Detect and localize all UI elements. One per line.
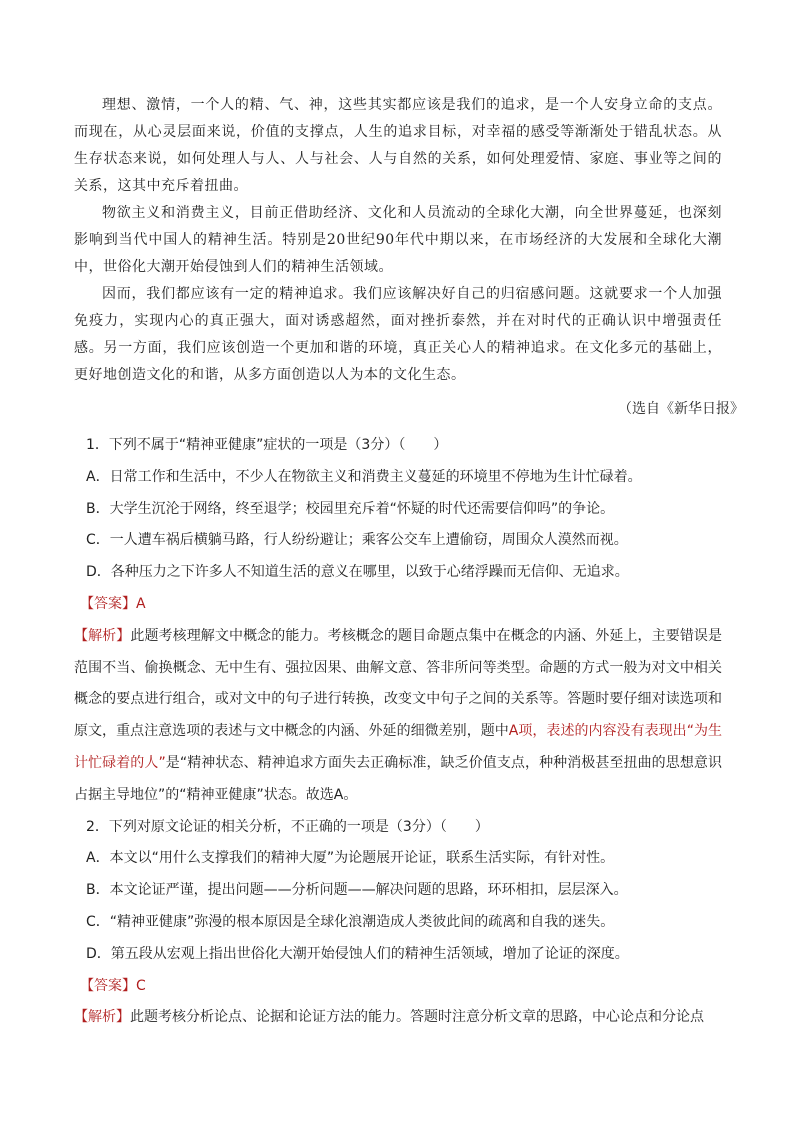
answer-value: C [136, 977, 146, 994]
explanation-tag: 【解析】 [74, 1009, 130, 1026]
explanation-tag: 【解析】 [74, 627, 131, 644]
passage-paragraph: 物欲主义和消费主义，目前正借助经济、文化和人员流动的全球化大潮，向全世界蔓延，也深刻影响到当代中国人的精神生活。特别是20世纪90年代中期以来，在市场经济的大发展和全球化大潮中，世俗化大潮开始侵蚀到人们的精神生活领域。 [74, 205, 722, 275]
question-1-option-a: A．日常工作和生活中，不少人在物欲主义和消费主义蔓延的环境里不停地为生计忙碌着。 [86, 468, 642, 485]
answer-value: A [136, 595, 146, 612]
passage-paragraph: 理想、激情，一个人的精、气、神，这些其实都应该是我们的追求，是一个人安身立命的支点。而现在，从心灵层面来说，价值的支撑点，人生的追求目标，对幸福的感受等渐渐处于错乱状态。从生存状态来说，如何处理人与人、人与社会、人与自然的关系，如何处理爱情、家庭、事业等之间的关系，这其中充斥着扭曲。 [74, 97, 722, 194]
question-1-option-d: D．各种压力之下许多人不知道生活的意义在哪里，以致于心绪浮躁而无信仰、无追求。 [86, 564, 629, 581]
explanation-text: 是“精神状态、精神追求方面失去正确标准，缺乏价值支点，种种消极甚至扭曲的思想意识占据主导地位”的“精神亚健康”状态。故选 [74, 754, 722, 803]
explanation-text: 此题考核分析论点、论据和论证方法的能力。答题时注意分析文章的思路，中心论点和分论点 [130, 1009, 704, 1026]
answer-tag: 【答案】 [80, 595, 136, 612]
explanation-text: A项，表述的内容没有表现出 [508, 723, 687, 740]
question-2-answer [74, 971, 722, 1003]
question-2-option-c: C．“精神亚健康”弥漫的根本原因是全球化浪潮造成人类彼此间的疏离和自我的迷失。 [86, 913, 615, 930]
explanation-text: 。 [343, 786, 358, 803]
passage-paragraph: 因而，我们都应该有一定的精神追求。我们应该解决好自己的归宿感问题。这就要求一个人加强免疫力，实现内心的真正强大，面对诱惑超然，面对挫折泰然，并在对时代的正确认识中增强责任感。另一方面，我们应该创造一个更加和谐的环境，真正关心人的精神追求。在文化多元的基础上，更好地创造文化的和谐，从多方面创造以人为本的文化生态。 [74, 286, 722, 383]
passage [74, 92, 722, 389]
explanation-quote: “为生计忙碌着的人” [74, 723, 722, 771]
question-2-option-b: B．本文论证严谨，提出问题——分析问题——解决问题的思路，环环相扣，层层深入。 [86, 882, 628, 899]
question-2-explanation [74, 1002, 722, 1034]
question-2-stem: 2．下列对原文论证的相关分析，不正确的一项是（3分）（ ） [86, 818, 489, 835]
source-citation: （选自《新华日报》 [618, 401, 744, 417]
question-2-option-d: D．第五段从宏观上指出世俗化大潮开始侵蚀人们的精神生活领域，增加了论证的深度。 [86, 945, 629, 962]
question-1-option-c: C．一人遭车祸后横躺马路，行人纷纷避让；乘客公交车上遭偷窃，周围众人漠然而视。 [86, 532, 628, 549]
explanation-choice: A [333, 786, 344, 803]
question-2-option-a: A．本文以“用什么支撑我们的精神大厦”为论题展开论证，联系生活实际，有针对性。 [86, 850, 615, 867]
question-1-explanation [74, 621, 722, 812]
question-1-option-b: B．大学生沉沦于网络，终至退学；校园里充斥着“怀疑的时代还需要信仰吗”的争论。 [86, 500, 615, 517]
explanation-text: 此题考核理解文中概念的能力。考核概念的题目命题点集中在概念的内涵、外延上，主要错误是范围不当、偷换概念、无中生有、强拉因果、曲解文意、答非所问等类型。命题的方式一般为对文中相关概念的要点进行组合，或对文中的句子进行转换，改变文中句子之间的关系等。答题时要仔细对读选项和原文，重点注意选项的表述与文中概念的内涵、外延的细微差别，题中 [74, 627, 723, 740]
question-1-stem: 1．下列不属于“精神亚健康”症状的一项是（3分）（ ） [86, 437, 448, 453]
answer-tag: 【答案】 [80, 977, 136, 994]
question-1-answer [74, 589, 722, 621]
questions [74, 430, 722, 1034]
